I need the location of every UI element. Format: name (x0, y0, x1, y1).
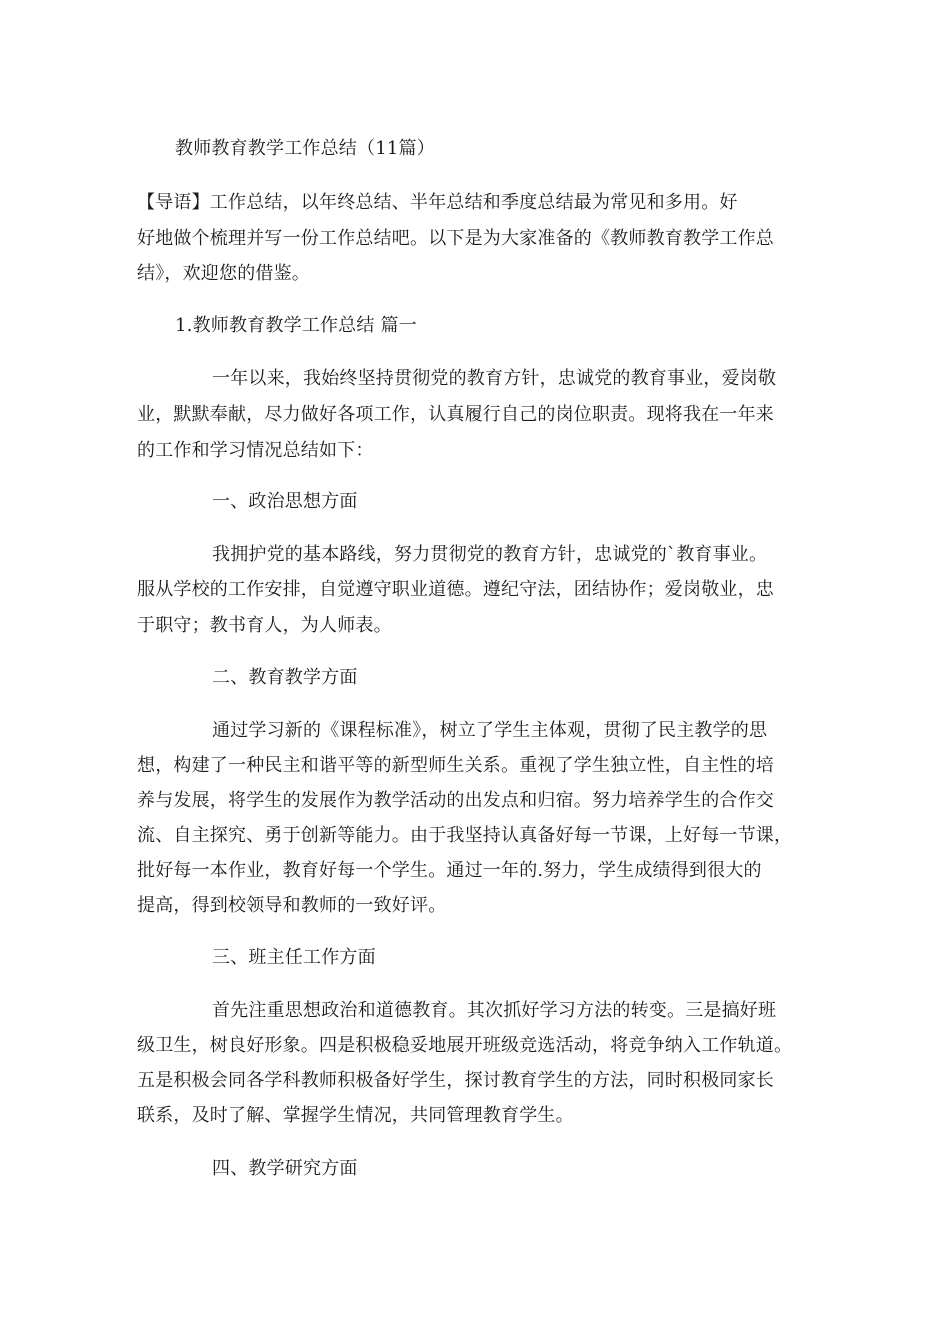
section-title: 1.教师教育教学工作总结 篇一 (175, 315, 417, 336)
para1-line-3: 的工作和学习情况总结如下： (137, 440, 374, 461)
para1-line-1: 一年以来，我始终坚持贯彻党的教育方针，忠诚党的教育事业，爱岗敬 (212, 368, 777, 389)
heading-teaching: 二、教育教学方面 (212, 667, 358, 688)
para3-line-4: 流、自主探究、勇于创新等能力。由于我坚持认真备好每一节课，上好每一节课， (137, 825, 793, 846)
para3-line-6: 提高，得到校领导和教师的一致好评。 (137, 895, 447, 916)
para3-line-2: 想，构建了一种民主和谐平等的新型师生关系。重视了学生独立性，自主性的培 (137, 755, 774, 776)
heading-research: 四、教学研究方面 (212, 1158, 358, 1179)
para2-line-2: 服从学校的工作安排，自觉遵守职业道德。遵纪守法，团结协作；爱岗敬业，忠 (137, 579, 774, 600)
para4-line-3: 五是积极会同各学科教师积极备好学生，探讨教育学生的方法，同时积极同家长 (137, 1070, 774, 1091)
intro-line-2: 好地做个梳理并写一份工作总结吧。以下是为大家准备的《教师教育教学工作总 (137, 228, 774, 249)
para3-line-5: 批好每一本作业，教育好每一个学生。通过一年的.努力，学生成绩得到很大的 (137, 860, 762, 881)
para4-line-4: 联系，及时了解、掌握学生情况，共同管理教育学生。 (137, 1105, 574, 1126)
para2-line-3: 于职守；教书育人，为人师表。 (137, 615, 392, 636)
para2-line-1: 我拥护党的基本路线，努力贯彻党的教育方针，忠诚党的`教育事业。 (212, 544, 768, 565)
heading-class-teacher: 三、班主任工作方面 (212, 947, 376, 968)
heading-political: 一、政治思想方面 (212, 491, 358, 512)
document-title: 教师教育教学工作总结（11篇） (175, 138, 435, 159)
para3-line-1: 通过学习新的《课程标准》，树立了学生主体观，贯彻了民主教学的思 (212, 720, 768, 741)
para4-line-2: 级卫生，树良好形象。四是积极稳妥地展开班级竞选活动，将竞争纳入工作轨道。 (137, 1035, 793, 1056)
para3-line-3: 养与发展，将学生的发展作为教学活动的出发点和归宿。努力培养学生的合作交 (137, 790, 774, 811)
para1-line-2: 业，默默奉献，尽力做好各项工作，认真履行自己的岗位职责。现将我在一年来 (137, 404, 774, 425)
para4-line-1: 首先注重思想政治和道德教育。其次抓好学习方法的转变。三是搞好班 (212, 1000, 777, 1021)
intro-line-3: 结》，欢迎您的借鉴。 (137, 263, 310, 284)
intro-line-1: 【导语】工作总结，以年终总结、半年总结和季度总结最为常见和多用。好 (137, 192, 738, 213)
